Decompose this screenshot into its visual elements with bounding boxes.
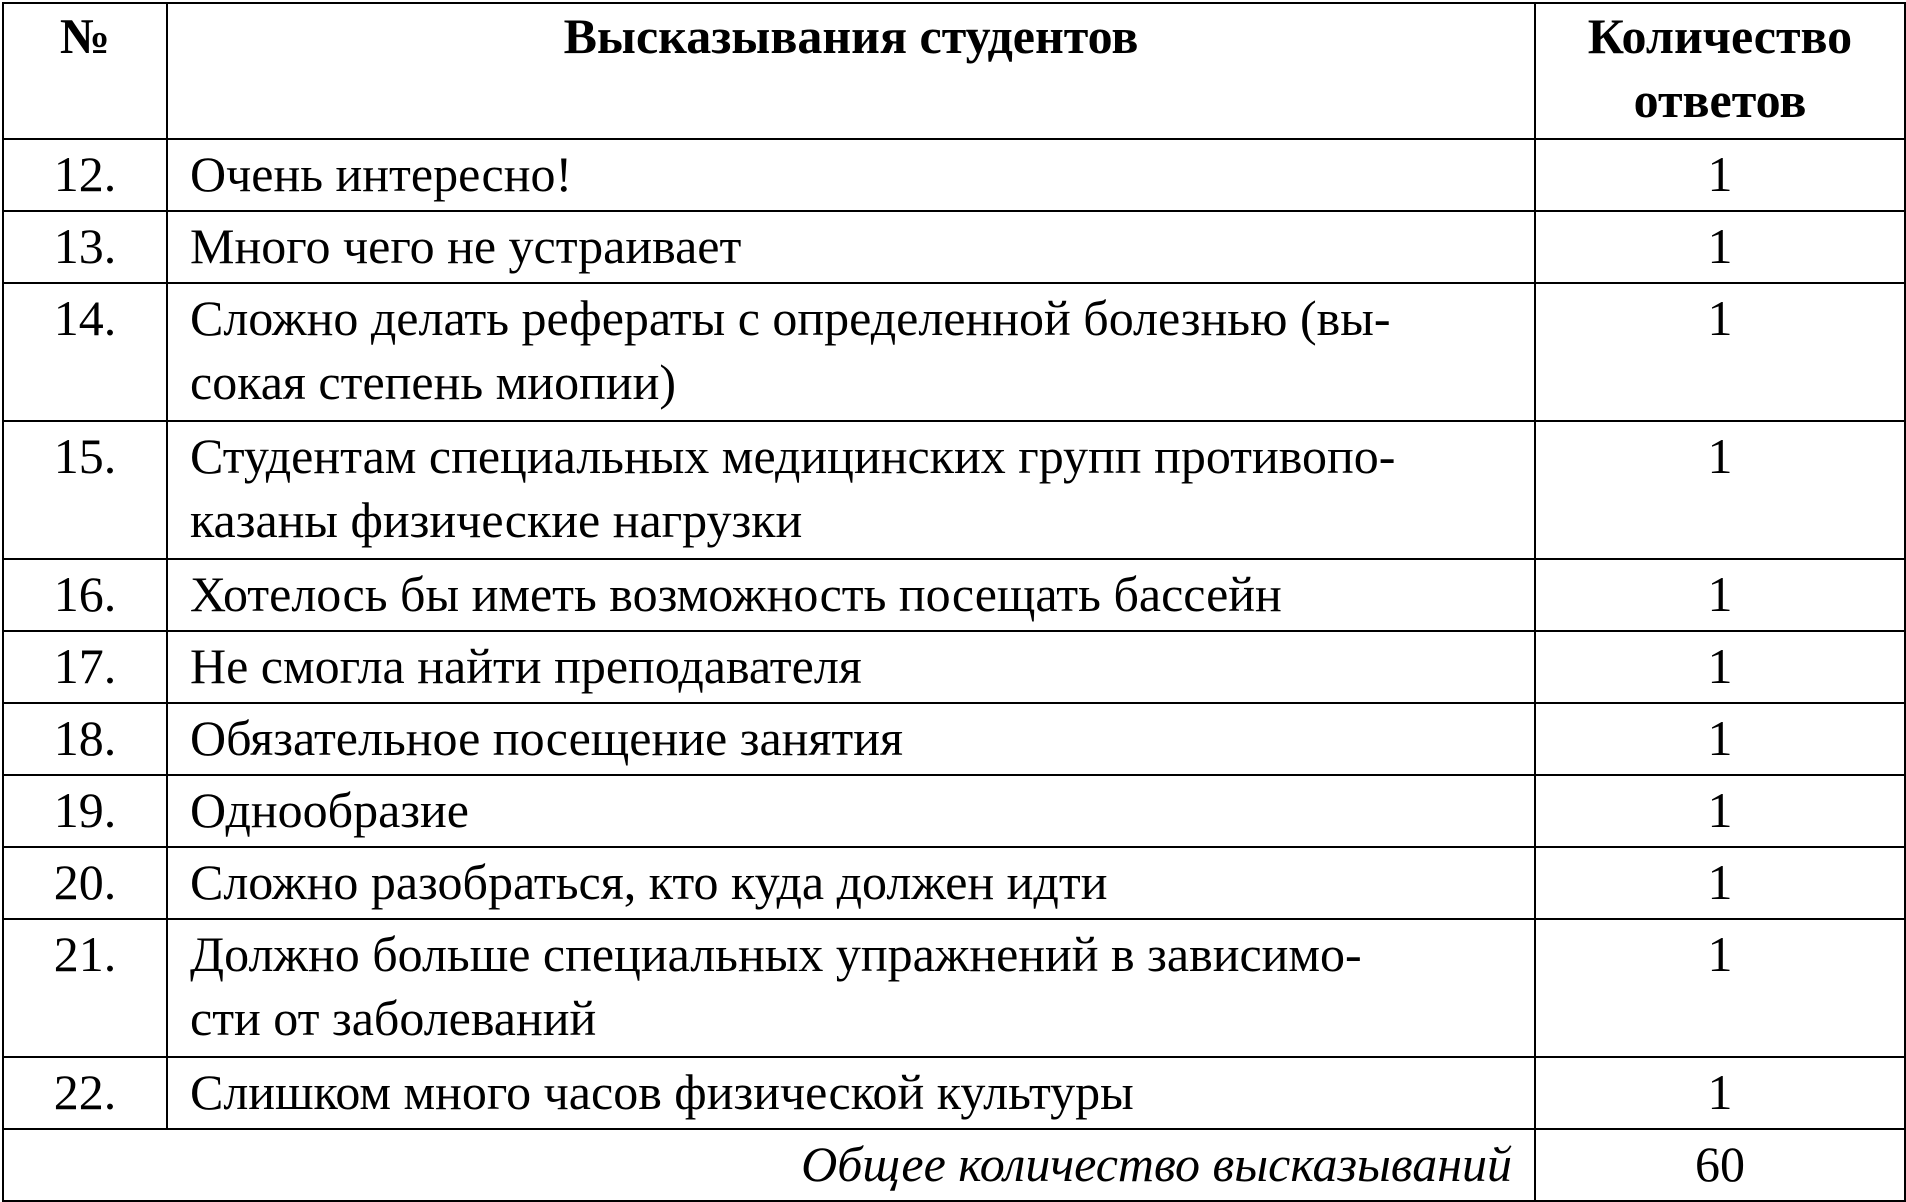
row-number: 22.	[3, 1057, 167, 1129]
row-statement-line-1: Студентам специальных медицинских групп противопо-	[190, 428, 1396, 484]
row-number: 20.	[3, 847, 167, 919]
row-statement: Обязательное посещение занятия	[167, 703, 1535, 775]
header-count-line-2: ответов	[1633, 72, 1807, 128]
row-statement	[167, 421, 1535, 559]
row-statement	[167, 283, 1535, 421]
row-count: 1	[1535, 703, 1905, 775]
table-footer	[3, 1129, 1905, 1201]
table-row	[3, 421, 1905, 559]
table-row	[3, 559, 1905, 631]
header-row	[3, 3, 1905, 139]
table-row	[3, 775, 1905, 847]
row-count: 1	[1535, 631, 1905, 703]
row-number: 18.	[3, 703, 167, 775]
total-row	[3, 1129, 1905, 1201]
row-number: 14.	[3, 283, 167, 421]
table-row	[3, 703, 1905, 775]
header-count	[1535, 3, 1905, 139]
row-number: 21.	[3, 919, 167, 1057]
table-row	[3, 919, 1905, 1057]
row-statement: Не смогла найти преподавателя	[167, 631, 1535, 703]
row-count: 1	[1535, 847, 1905, 919]
row-count: 1	[1535, 139, 1905, 211]
row-count: 1	[1535, 775, 1905, 847]
row-number: 13.	[3, 211, 167, 283]
table-body	[3, 139, 1905, 1129]
row-statement: Хотелось бы иметь возможность посещать бассейн	[167, 559, 1535, 631]
row-statement-line-2: сти от заболеваний	[190, 990, 597, 1046]
table-row	[3, 631, 1905, 703]
row-count: 1	[1535, 421, 1905, 559]
row-count: 1	[1535, 919, 1905, 1057]
row-number: 17.	[3, 631, 167, 703]
table-row	[3, 139, 1905, 211]
table-row	[3, 1057, 1905, 1129]
row-statement: Много чего не устраивает	[167, 211, 1535, 283]
row-statement	[167, 919, 1535, 1057]
table-row	[3, 283, 1905, 421]
row-number: 12.	[3, 139, 167, 211]
total-label: Общее количество высказываний	[3, 1129, 1535, 1201]
row-statement: Однообразие	[167, 775, 1535, 847]
row-statement: Очень интересно!	[167, 139, 1535, 211]
header-num: №	[3, 3, 167, 139]
row-statement: Сложно разобраться, кто куда должен идти	[167, 847, 1535, 919]
row-number: 15.	[3, 421, 167, 559]
row-statement-line-1: Должно больше специальных упражнений в зависимо-	[190, 926, 1362, 982]
row-statement-line-2: сокая степень миопии)	[190, 354, 676, 410]
row-count: 1	[1535, 559, 1905, 631]
header-count-line-1: Количество	[1587, 8, 1853, 64]
row-statement: Слишком много часов физической культуры	[167, 1057, 1535, 1129]
table-row	[3, 847, 1905, 919]
row-number: 16.	[3, 559, 167, 631]
header-statements: Высказывания студентов	[167, 3, 1535, 139]
table-header	[3, 3, 1905, 139]
row-statement-line-2: казаны физические нагрузки	[190, 492, 803, 548]
row-number: 19.	[3, 775, 167, 847]
row-count: 1	[1535, 211, 1905, 283]
row-statement-line-1: Сложно делать рефераты с определенной болезнью (вы-	[190, 290, 1391, 346]
row-count: 1	[1535, 1057, 1905, 1129]
total-value: 60	[1535, 1129, 1905, 1201]
row-count: 1	[1535, 283, 1905, 421]
statements-table	[2, 2, 1906, 1202]
table-row	[3, 211, 1905, 283]
